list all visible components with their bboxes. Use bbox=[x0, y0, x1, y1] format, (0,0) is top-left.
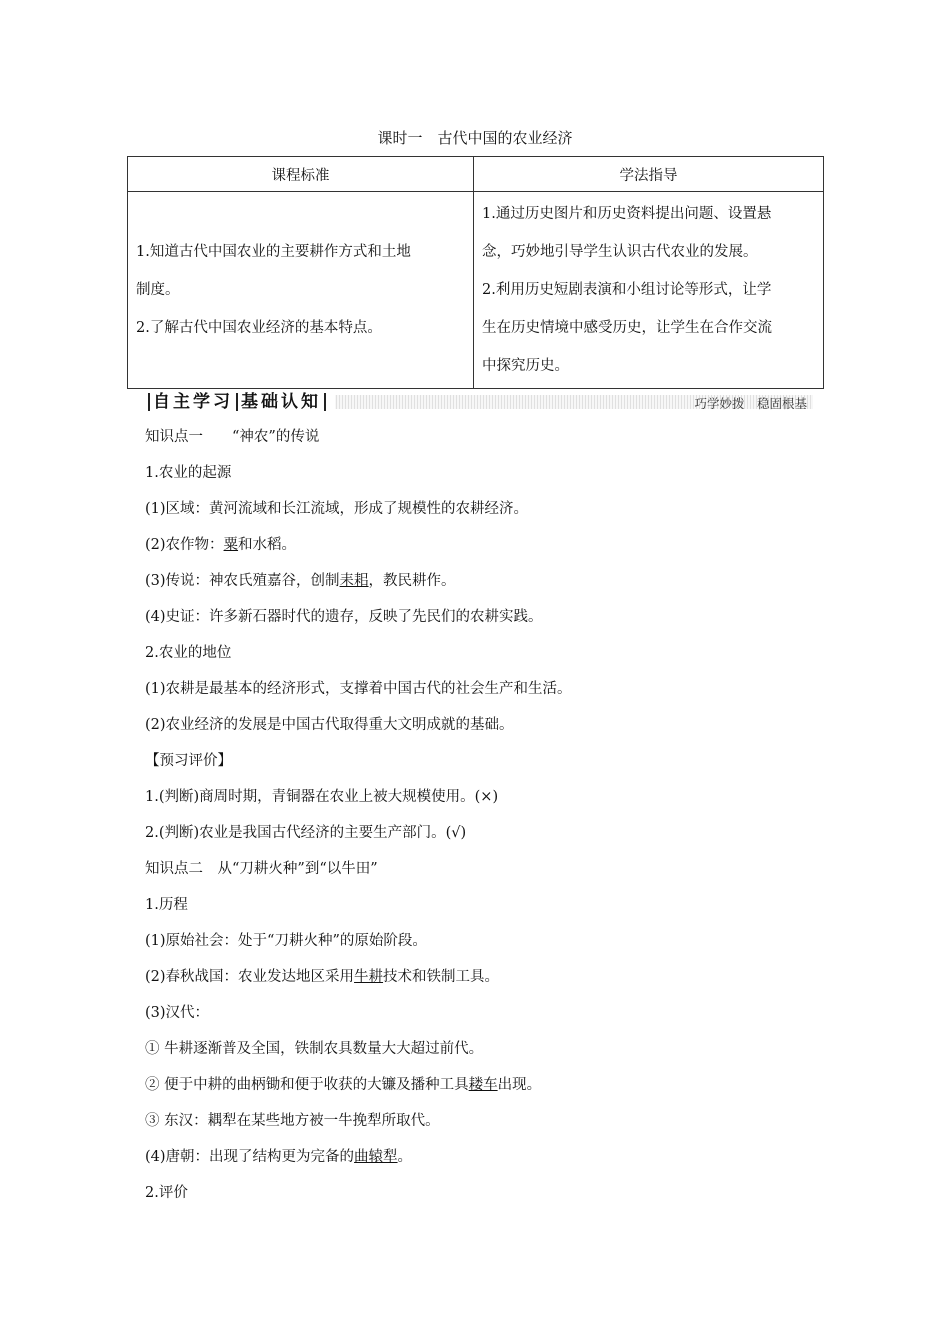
line-text: 【预习评价】 bbox=[145, 753, 232, 769]
content-line bbox=[145, 1179, 825, 1215]
standard-line: 制度。 bbox=[136, 282, 180, 298]
banner-tagline: 巧学妙拨 稳固根基 bbox=[694, 396, 807, 411]
line-text: 出现。 bbox=[497, 1077, 542, 1093]
content-line bbox=[145, 855, 825, 891]
study-guidance-cell bbox=[474, 192, 824, 389]
standard-line: 1.知道古代中国农业的主要耕作方式和土地 bbox=[136, 244, 411, 260]
line-text: ② 便于中耕的曲柄锄和便于收获的大镰及播种工具 bbox=[145, 1077, 469, 1093]
content-line bbox=[145, 495, 825, 531]
content-line bbox=[145, 963, 825, 999]
line-text: 2.评价 bbox=[145, 1185, 188, 1201]
content-line bbox=[145, 999, 825, 1035]
banner-divider bbox=[148, 393, 150, 411]
content-line bbox=[145, 567, 825, 603]
banner-divider bbox=[236, 393, 238, 411]
banner-self-study: 自主学习 bbox=[153, 392, 233, 412]
line-text: (2)春秋战国：农业发达地区采用 bbox=[145, 969, 355, 985]
underlined-term: 牛耕 bbox=[354, 969, 384, 985]
guidance-line: 2.利用历史短剧表演和小组讨论等形式，让学 bbox=[482, 282, 772, 298]
banner-label bbox=[145, 391, 335, 413]
underlined-term: 曲辕犁 bbox=[354, 1149, 398, 1165]
line-text: ① 牛耕逐渐普及全国，铁制农具数量大大超过前代。 bbox=[145, 1041, 484, 1057]
line-text: ，教民耕作。 bbox=[368, 573, 456, 589]
banner-divider bbox=[324, 393, 326, 411]
content-line bbox=[145, 1035, 825, 1071]
content-line bbox=[145, 783, 825, 819]
guidance-line: 中探究历史。 bbox=[482, 358, 569, 374]
lesson-content bbox=[145, 423, 825, 1215]
underlined-term: 耒耜 bbox=[339, 573, 369, 589]
underlined-term: 耧车 bbox=[468, 1077, 498, 1093]
line-text: (3)传说：神农氏殖嘉谷，创制 bbox=[145, 573, 340, 589]
content-line bbox=[145, 603, 825, 639]
line-text: (1)原始社会：处于“刀耕火种”的原始阶段。 bbox=[145, 933, 427, 949]
line-text: (4)史证：许多新石器时代的遗存，反映了先民们的农耕实践。 bbox=[145, 609, 543, 625]
standard-line: 2.了解古代中国农业经济的基本特点。 bbox=[136, 320, 382, 336]
line-text: 和水稻。 bbox=[238, 537, 297, 553]
content-line bbox=[145, 819, 825, 855]
page-title: 课时一 古代中国的农业经济 bbox=[377, 129, 573, 147]
line-text: ③ 东汉：耦犁在某些地方被一牛挽犁所取代。 bbox=[145, 1113, 440, 1129]
content-line bbox=[145, 747, 825, 783]
content-line bbox=[145, 1071, 825, 1107]
guidance-line: 1.通过历史图片和历史资料提出问题、设置悬 bbox=[482, 206, 772, 222]
content-line bbox=[145, 531, 825, 567]
line-text: 1.(判断)商周时期，青铜器在农业上被大规模使用。(×) bbox=[145, 789, 499, 805]
line-text: 1.历程 bbox=[145, 897, 188, 913]
banner-basic-knowledge: 基础认知 bbox=[241, 392, 321, 412]
content-line bbox=[145, 459, 825, 495]
section-banner bbox=[145, 391, 813, 413]
content-line bbox=[145, 1107, 825, 1143]
content-line bbox=[145, 711, 825, 747]
line-text: 知识点一 “神农”的传说 bbox=[145, 429, 320, 445]
content-line bbox=[145, 927, 825, 963]
header-curriculum-standard: 课程标准 bbox=[128, 157, 474, 192]
line-text: 知识点二 从“刀耕火种”到“以牛田” bbox=[145, 861, 378, 877]
line-text: 2.(判断)农业是我国古代经济的主要生产部门。(√) bbox=[145, 825, 467, 841]
line-text: (3)汉代： bbox=[145, 1005, 210, 1021]
content-line bbox=[145, 639, 825, 675]
line-text: 。 bbox=[397, 1149, 413, 1165]
line-text: 2.农业的地位 bbox=[145, 645, 232, 661]
content-line bbox=[145, 423, 825, 459]
content-line bbox=[145, 1143, 825, 1179]
line-text: 技术和铁制工具。 bbox=[383, 969, 500, 985]
line-text: (1)区域：黄河流域和长江流域，形成了规模性的农耕经济。 bbox=[145, 501, 529, 517]
line-text: (4)唐朝：出现了结构更为完备的 bbox=[145, 1149, 355, 1165]
guidance-line: 生在历史情境中感受历史，让学生在合作交流 bbox=[482, 320, 772, 336]
guidance-line: 念，巧妙地引导学生认识古代农业的发展。 bbox=[482, 244, 758, 260]
curriculum-table bbox=[127, 156, 824, 389]
line-text: 1.农业的起源 bbox=[145, 465, 232, 481]
header-study-guidance: 学法指导 bbox=[474, 157, 824, 192]
curriculum-standard-cell bbox=[128, 192, 474, 389]
underlined-term: 粟 bbox=[223, 537, 239, 553]
line-text: (2)农作物： bbox=[145, 537, 224, 553]
content-line bbox=[145, 675, 825, 711]
content-line bbox=[145, 891, 825, 927]
line-text: (2)农业经济的发展是中国古代取得重大文明成就的基础。 bbox=[145, 717, 514, 733]
line-text: (1)农耕是最基本的经济形式，支撑着中国古代的社会生产和生活。 bbox=[145, 681, 572, 697]
